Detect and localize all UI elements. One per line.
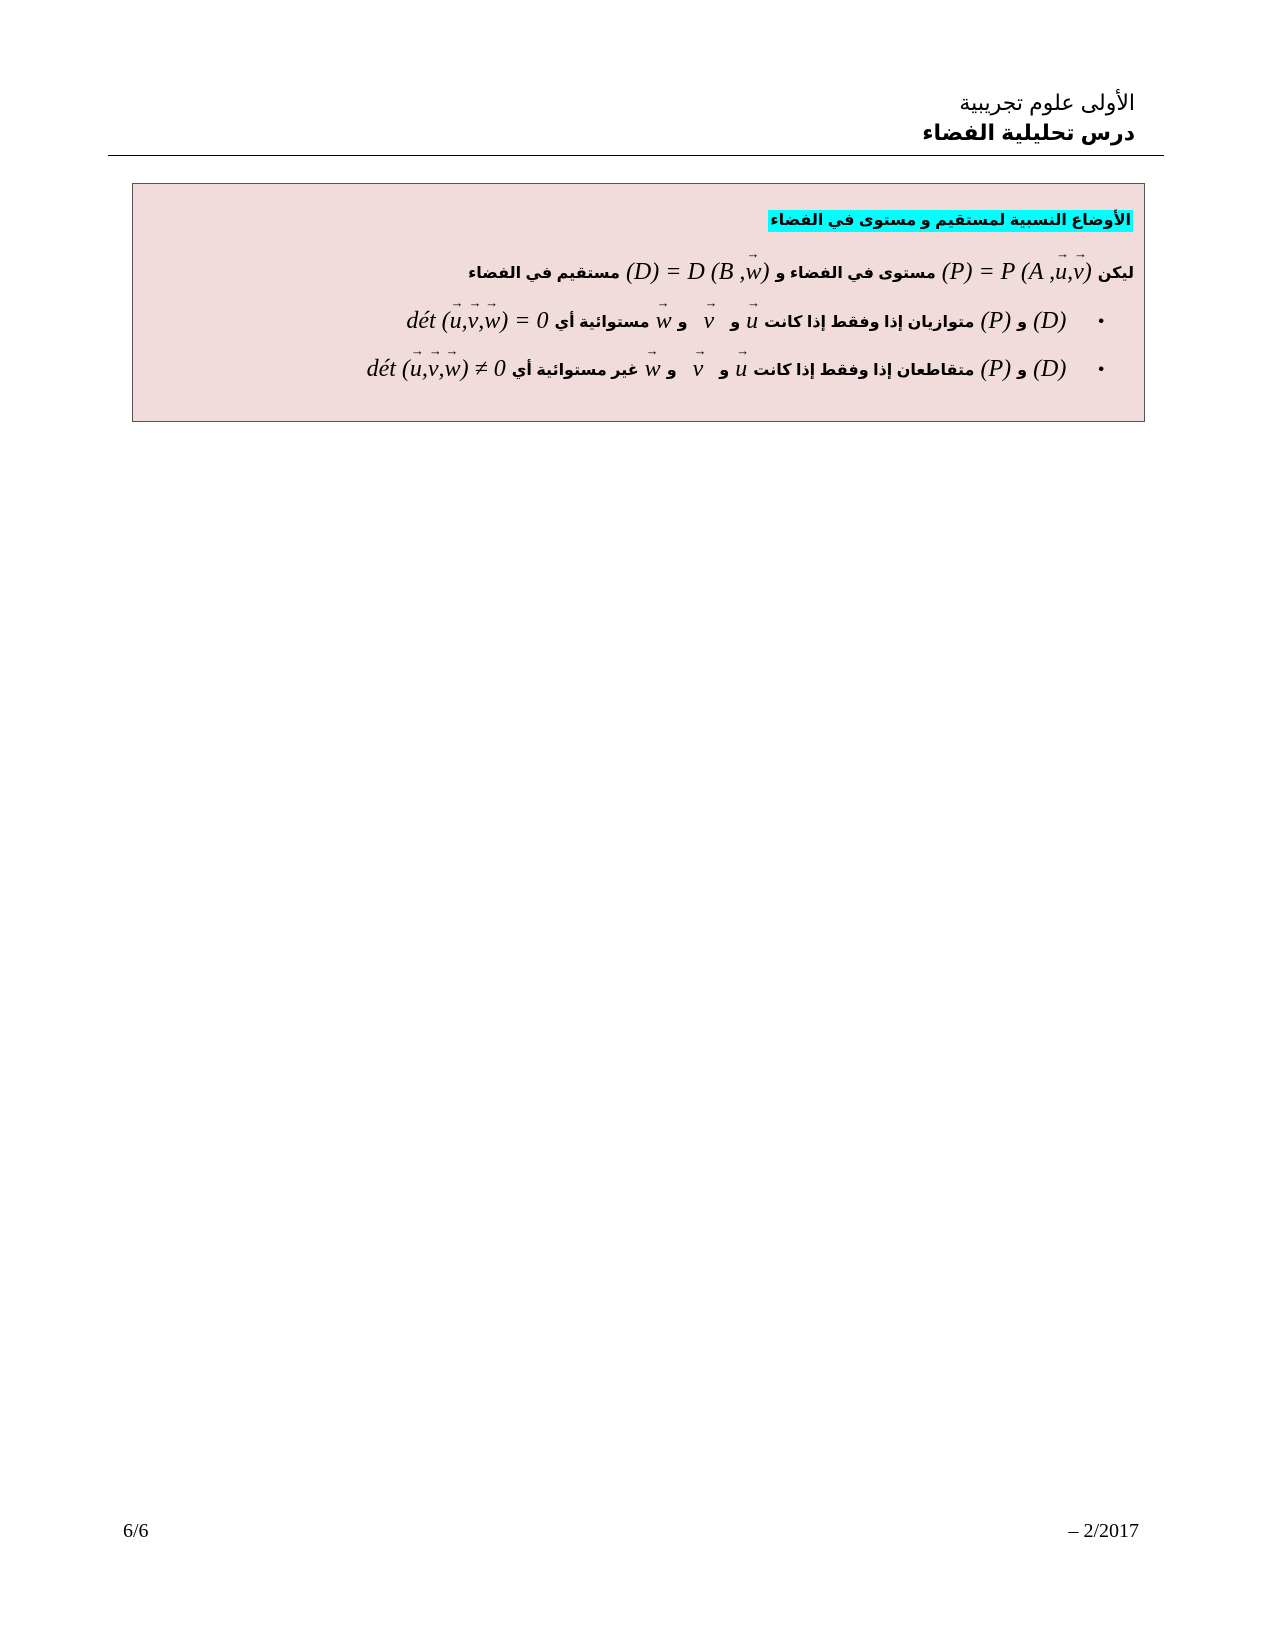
determinant-nonzero: dét (u →,v →,w →) ≠ 0 xyxy=(367,356,506,383)
let-word: ليكن xyxy=(1097,264,1134,282)
box-heading: الأوضاع النسبية لمستقيم و مستوى في الفضاء xyxy=(768,210,1133,232)
definition-box xyxy=(132,183,1145,422)
vector-u: u → xyxy=(746,308,758,335)
page-number: 6/6 xyxy=(123,1520,149,1542)
parallel-text: متوازيان إذا وفقط إذا كانت xyxy=(764,313,975,331)
line-d: (D) xyxy=(1033,356,1067,382)
line-d: (D) xyxy=(1033,308,1067,334)
header-divider xyxy=(108,155,1164,156)
vector-u: u → xyxy=(735,356,747,383)
line-expression: (D) = D (B ,w →) xyxy=(626,259,770,286)
and-word: و xyxy=(719,361,730,379)
plane-p: (P) xyxy=(980,308,1012,334)
and-word: و xyxy=(1017,361,1028,379)
page-header xyxy=(922,88,1135,148)
case-parallel xyxy=(400,308,1134,335)
lesson-title: درس تحليلية الفضاء xyxy=(922,120,1135,145)
and-word: و xyxy=(677,313,688,331)
vector-w: w → xyxy=(645,356,661,383)
coplanar-text: مستوائية أي xyxy=(554,313,650,331)
vector-v: v → xyxy=(693,356,704,383)
and-word: و xyxy=(730,313,741,331)
definition-line xyxy=(468,259,1134,286)
case-intersecting xyxy=(361,356,1134,383)
bullet-icon: • xyxy=(1098,360,1104,378)
vector-v: v → xyxy=(704,308,715,335)
line-text: مستقيم في الفضاء xyxy=(468,264,620,282)
vector-w: w → xyxy=(656,308,672,335)
and-word: و xyxy=(1017,313,1028,331)
plane-p: (P) xyxy=(980,356,1012,382)
determinant-zero: dét (u →,v →,w →) = 0 xyxy=(406,308,548,335)
plane-text: مستوى في الفضاء و xyxy=(775,264,936,282)
intersecting-text: متقاطعان إذا وفقط إذا كانت xyxy=(753,361,975,379)
bullet-icon: • xyxy=(1098,312,1104,330)
grade-level: الأولى علوم تجريبية xyxy=(959,90,1135,115)
and-word: و xyxy=(666,361,677,379)
non-coplanar-text: غير مستوائية أي xyxy=(511,361,639,379)
plane-expression: (P) = P (A ,u →,v →) xyxy=(942,259,1092,286)
footer-date: – 2/2017 xyxy=(1068,1520,1139,1542)
